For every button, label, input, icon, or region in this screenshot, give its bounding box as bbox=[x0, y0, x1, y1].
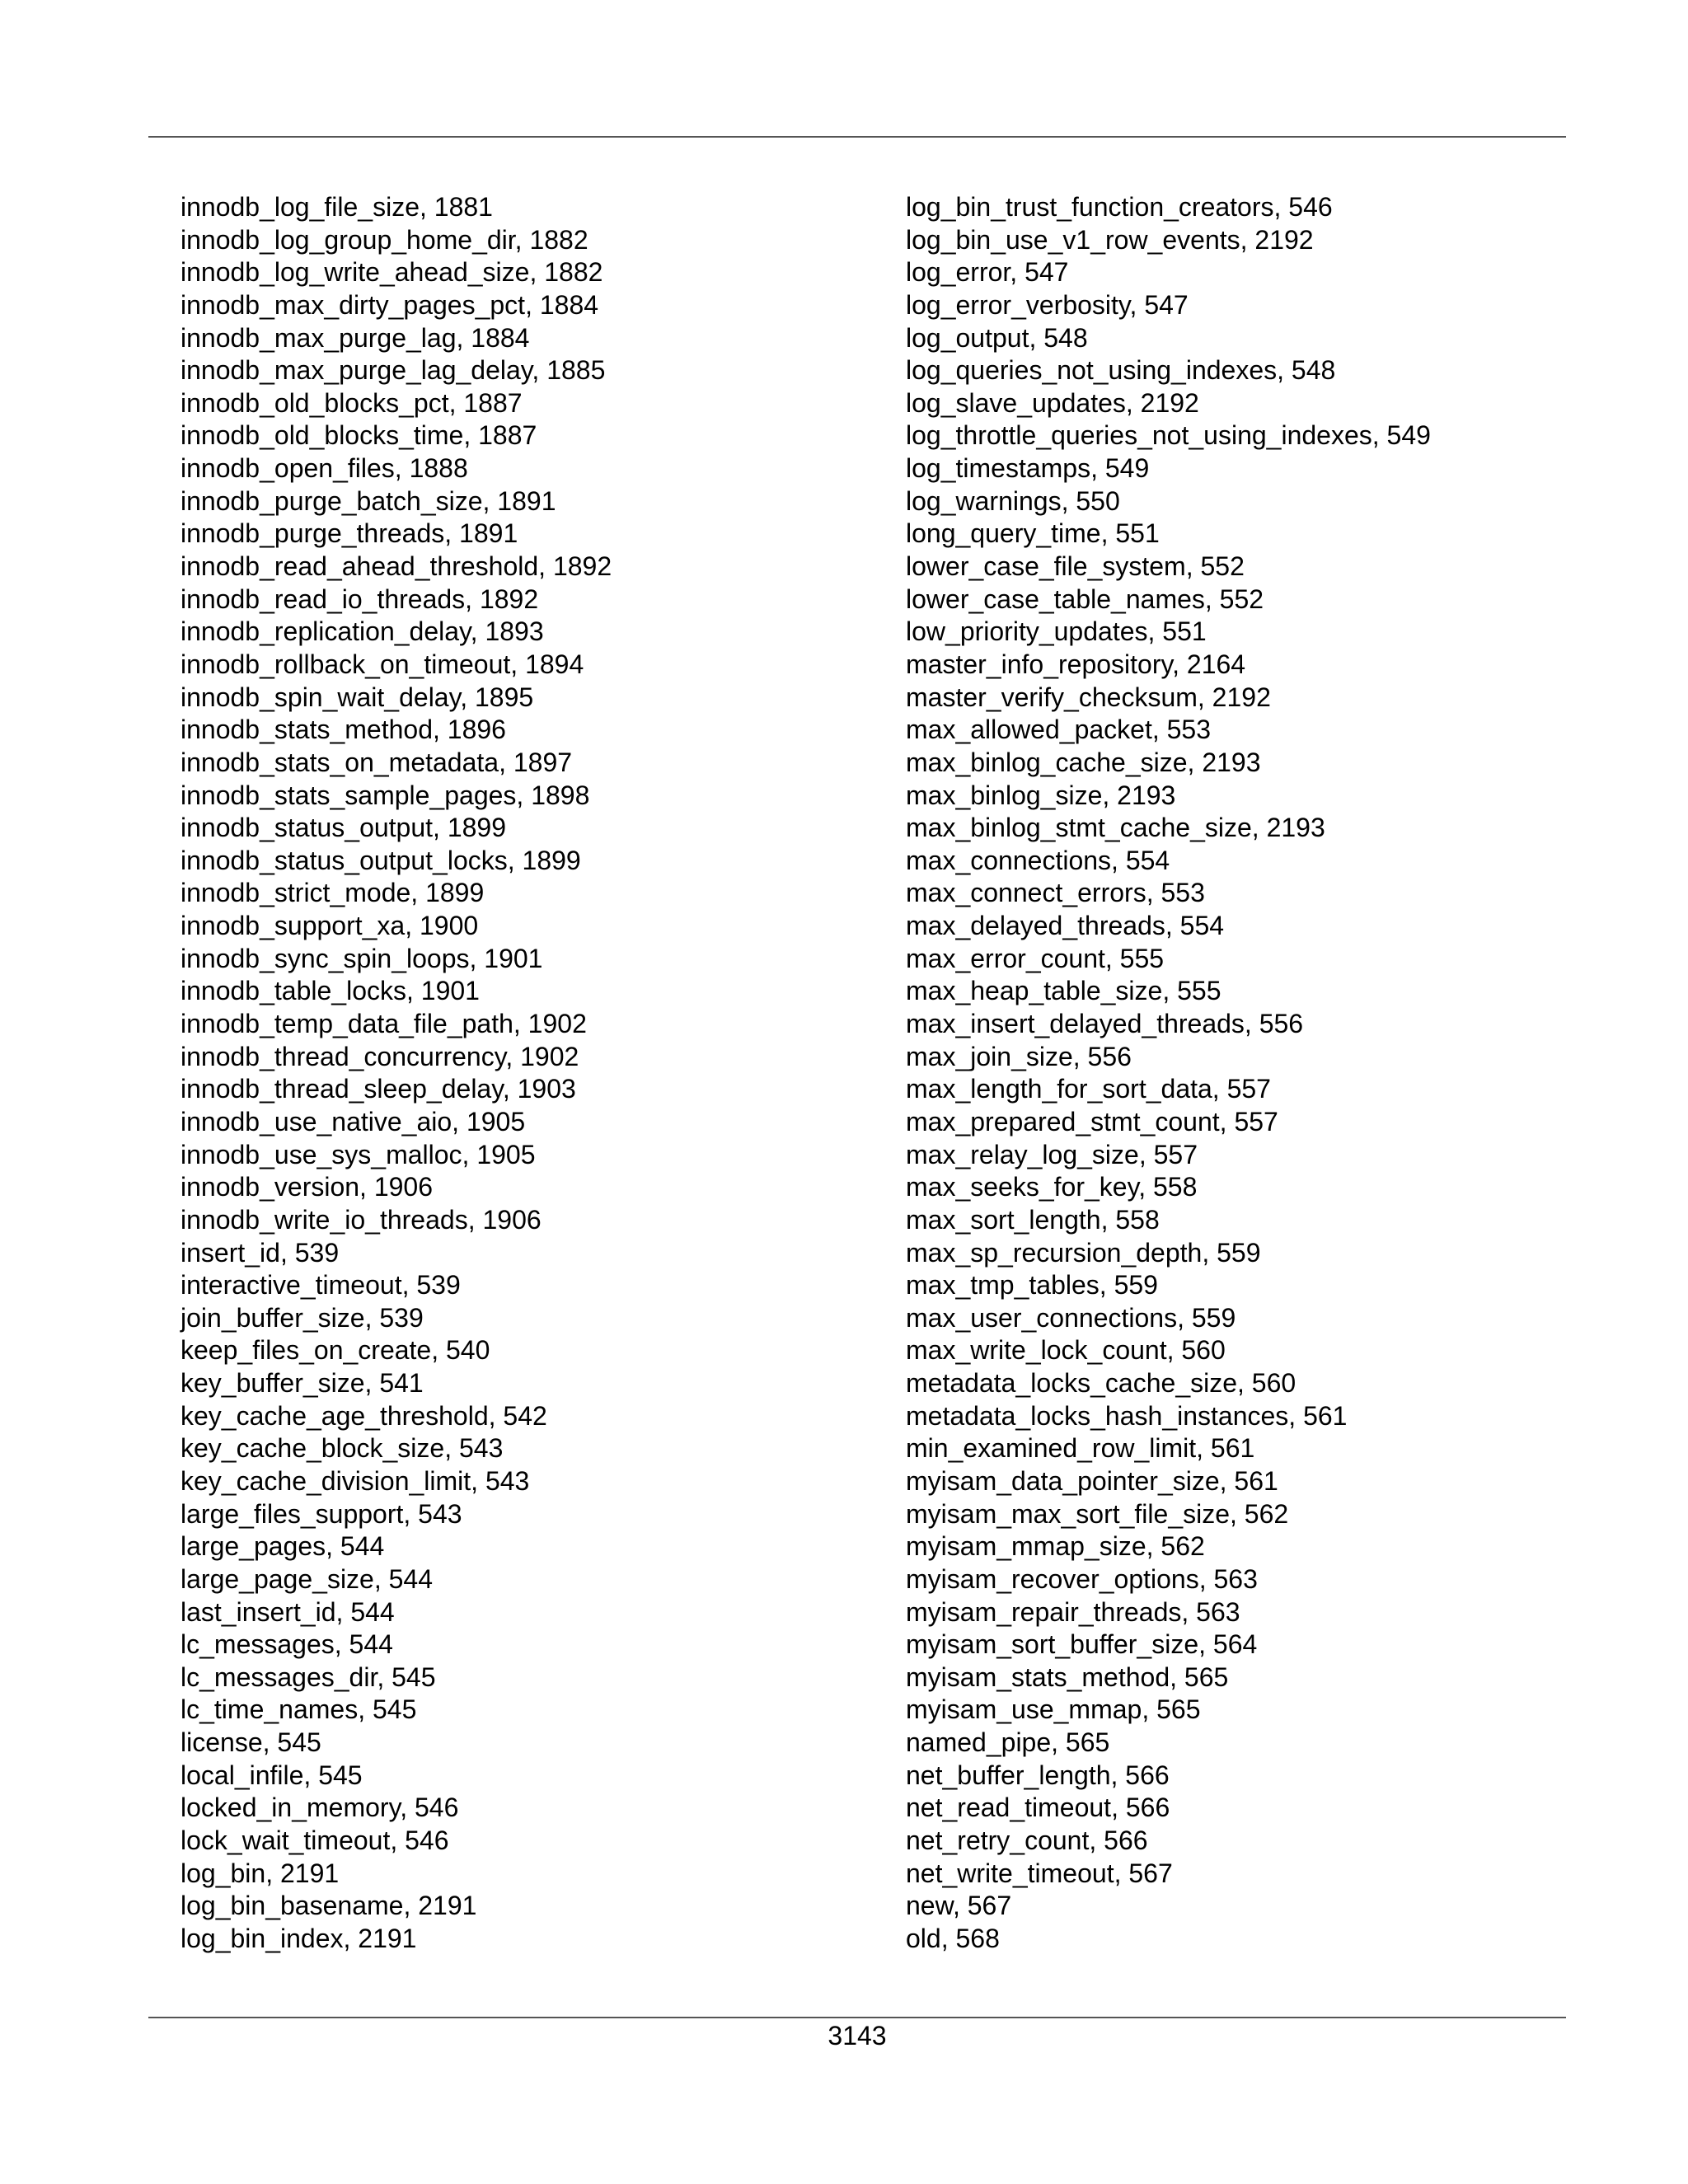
index-entry: local_infile, 545 bbox=[181, 1760, 363, 1790]
index-entry: innodb_max_purge_lag_delay, 1885 bbox=[181, 355, 606, 386]
index-entry: insert_id, 539 bbox=[181, 1237, 340, 1268]
index-entry: innodb_read_ahead_threshold, 1892 bbox=[181, 551, 612, 582]
index-entry: innodb_thread_concurrency, 1902 bbox=[181, 1041, 579, 1071]
index-entry: lower_case_table_names, 552 bbox=[906, 583, 1264, 614]
index-entry: innodb_purge_threads, 1891 bbox=[181, 518, 518, 549]
index-entry: last_insert_id, 544 bbox=[181, 1596, 395, 1627]
index-entry: innodb_purge_batch_size, 1891 bbox=[181, 485, 556, 516]
index-entry: max_prepared_stmt_count, 557 bbox=[906, 1106, 1278, 1137]
index-entry: low_priority_updates, 551 bbox=[906, 616, 1207, 647]
index-column-right bbox=[906, 191, 1565, 1956]
index-entry: new, 567 bbox=[906, 1891, 1012, 1921]
index-entry: log_bin_basename, 2191 bbox=[181, 1891, 477, 1921]
index-entry: innodb_stats_sample_pages, 1898 bbox=[181, 780, 590, 810]
index-entry: innodb_sync_spin_loops, 1901 bbox=[181, 943, 543, 973]
index-entry: large_page_size, 544 bbox=[181, 1563, 434, 1594]
index-entry: max_tmp_tables, 559 bbox=[906, 1270, 1158, 1301]
index-entry: innodb_use_native_aio, 1905 bbox=[181, 1106, 526, 1137]
index-entry: metadata_locks_hash_instances, 561 bbox=[906, 1400, 1348, 1431]
index-entry: max_binlog_cache_size, 2193 bbox=[906, 747, 1261, 777]
index-entry: myisam_repair_threads, 563 bbox=[906, 1596, 1240, 1627]
index-entry: myisam_data_pointer_size, 561 bbox=[906, 1465, 1278, 1496]
index-entry: net_read_timeout, 566 bbox=[906, 1793, 1170, 1823]
index-entry: innodb_version, 1906 bbox=[181, 1172, 434, 1202]
index-entry: lower_case_file_system, 552 bbox=[906, 551, 1245, 582]
index-entry: max_allowed_packet, 553 bbox=[906, 715, 1212, 745]
index-entry: log_output, 548 bbox=[906, 322, 1088, 353]
index-entry: innodb_strict_mode, 1899 bbox=[181, 878, 485, 908]
index-entry: keep_files_on_create, 540 bbox=[181, 1335, 490, 1366]
index-entry: innodb_replication_delay, 1893 bbox=[181, 616, 544, 647]
index-entry: log_queries_not_using_indexes, 548 bbox=[906, 355, 1336, 386]
index-entry: max_sp_recursion_depth, 559 bbox=[906, 1237, 1261, 1268]
index-entry: log_bin_use_v1_row_events, 2192 bbox=[906, 224, 1314, 255]
index-entry: myisam_mmap_size, 562 bbox=[906, 1531, 1205, 1562]
index-entry: log_throttle_queries_not_using_indexes, 549 bbox=[906, 420, 1431, 451]
index-entry: innodb_old_blocks_pct, 1887 bbox=[181, 387, 523, 418]
index-entry: innodb_temp_data_file_path, 1902 bbox=[181, 1009, 587, 1039]
index-entry: net_write_timeout, 567 bbox=[906, 1858, 1173, 1888]
index-entry: net_buffer_length, 566 bbox=[906, 1760, 1170, 1790]
index-entry: locked_in_memory, 546 bbox=[181, 1793, 459, 1823]
index-entry: max_heap_table_size, 555 bbox=[906, 976, 1221, 1006]
index-entry: log_bin_trust_function_creators, 546 bbox=[906, 192, 1333, 222]
index-entry: innodb_max_purge_lag, 1884 bbox=[181, 322, 530, 353]
index-entry: log_error, 547 bbox=[906, 257, 1069, 288]
index-entry: myisam_recover_options, 563 bbox=[906, 1563, 1258, 1594]
page-number: 3143 bbox=[828, 2021, 887, 2050]
index-entry: innodb_max_dirty_pages_pct, 1884 bbox=[181, 289, 599, 320]
index-entry: key_cache_block_size, 543 bbox=[181, 1433, 504, 1464]
index-entry: max_join_size, 556 bbox=[906, 1041, 1132, 1071]
index-entry: lc_time_names, 545 bbox=[181, 1694, 417, 1725]
index-entry: max_binlog_size, 2193 bbox=[906, 780, 1176, 810]
index-entry: large_files_support, 543 bbox=[181, 1498, 462, 1529]
index-entry: log_error_verbosity, 547 bbox=[906, 289, 1189, 320]
index-entry: min_examined_row_limit, 561 bbox=[906, 1433, 1255, 1464]
index-entry: old, 568 bbox=[906, 1923, 1000, 1953]
index-entry: innodb_spin_wait_delay, 1895 bbox=[181, 682, 534, 712]
index-entry: log_timestamps, 549 bbox=[906, 453, 1150, 484]
footer-rule bbox=[148, 2017, 1566, 2018]
index-entry: long_query_time, 551 bbox=[906, 518, 1160, 549]
index-entry: myisam_stats_method, 565 bbox=[906, 1661, 1229, 1692]
index-entry: log_bin, 2191 bbox=[181, 1858, 340, 1888]
header-rule bbox=[148, 136, 1566, 138]
index-entry: myisam_use_mmap, 565 bbox=[906, 1694, 1201, 1725]
index-entry: max_length_for_sort_data, 557 bbox=[906, 1074, 1271, 1104]
index-entry: master_verify_checksum, 2192 bbox=[906, 682, 1271, 712]
index-entry: join_buffer_size, 539 bbox=[181, 1302, 424, 1333]
index-entry: key_cache_division_limit, 543 bbox=[181, 1465, 530, 1496]
index-entry: log_warnings, 550 bbox=[906, 485, 1120, 516]
index-entry: myisam_max_sort_file_size, 562 bbox=[906, 1498, 1289, 1529]
index-entry: innodb_stats_on_metadata, 1897 bbox=[181, 747, 573, 777]
index-entry: log_bin_index, 2191 bbox=[181, 1923, 417, 1953]
index-entry: innodb_rollback_on_timeout, 1894 bbox=[181, 649, 584, 679]
index-entry: master_info_repository, 2164 bbox=[906, 649, 1246, 679]
index-entry: innodb_log_write_ahead_size, 1882 bbox=[181, 257, 603, 288]
index-entry: max_insert_delayed_threads, 556 bbox=[906, 1009, 1304, 1039]
index-entry: innodb_support_xa, 1900 bbox=[181, 911, 479, 941]
index-entry: innodb_write_io_threads, 1906 bbox=[181, 1204, 542, 1235]
index-entry: max_connect_errors, 553 bbox=[906, 878, 1205, 908]
index-entry: myisam_sort_buffer_size, 564 bbox=[906, 1629, 1258, 1660]
index-entry: lc_messages, 544 bbox=[181, 1629, 393, 1660]
index-entry: innodb_stats_method, 1896 bbox=[181, 715, 506, 745]
index-entry: max_sort_length, 558 bbox=[906, 1204, 1160, 1235]
index-entry: net_retry_count, 566 bbox=[906, 1825, 1148, 1856]
index-entry: innodb_read_io_threads, 1892 bbox=[181, 583, 539, 614]
index-entry: max_delayed_threads, 554 bbox=[906, 911, 1225, 941]
index-entry: large_pages, 544 bbox=[181, 1531, 385, 1562]
index-entry: interactive_timeout, 539 bbox=[181, 1270, 461, 1301]
index-entry: max_error_count, 555 bbox=[906, 943, 1165, 973]
index-entry: max_connections, 554 bbox=[906, 845, 1170, 875]
index-entry: max_relay_log_size, 557 bbox=[906, 1139, 1198, 1169]
index-entry: log_slave_updates, 2192 bbox=[906, 387, 1199, 418]
index-entry: innodb_use_sys_malloc, 1905 bbox=[181, 1139, 536, 1169]
index-entry: max_seeks_for_key, 558 bbox=[906, 1172, 1198, 1202]
index-entry: innodb_status_output, 1899 bbox=[181, 813, 506, 843]
index-entry: lock_wait_timeout, 546 bbox=[181, 1825, 449, 1856]
index-entry: max_write_lock_count, 560 bbox=[906, 1335, 1226, 1366]
index-entry: max_binlog_stmt_cache_size, 2193 bbox=[906, 813, 1325, 843]
index-entry: license, 545 bbox=[181, 1727, 321, 1758]
index-entry: innodb_status_output_locks, 1899 bbox=[181, 845, 581, 875]
index-entry: metadata_locks_cache_size, 560 bbox=[906, 1368, 1296, 1399]
index-entry: innodb_log_file_size, 1881 bbox=[181, 192, 493, 222]
index-entry: lc_messages_dir, 545 bbox=[181, 1661, 436, 1692]
index-entry: innodb_old_blocks_time, 1887 bbox=[181, 420, 537, 451]
index-entry: key_buffer_size, 541 bbox=[181, 1368, 424, 1399]
index-entry: max_user_connections, 559 bbox=[906, 1302, 1236, 1333]
index-column-left bbox=[181, 191, 873, 1956]
index-entry: innodb_open_files, 1888 bbox=[181, 453, 468, 484]
index-entry: innodb_thread_sleep_delay, 1903 bbox=[181, 1074, 576, 1104]
index-entry: key_cache_age_threshold, 542 bbox=[181, 1400, 547, 1431]
index-entry: innodb_log_group_home_dir, 1882 bbox=[181, 224, 588, 255]
index-entry: named_pipe, 565 bbox=[906, 1727, 1110, 1758]
index-entry: innodb_table_locks, 1901 bbox=[181, 976, 480, 1006]
